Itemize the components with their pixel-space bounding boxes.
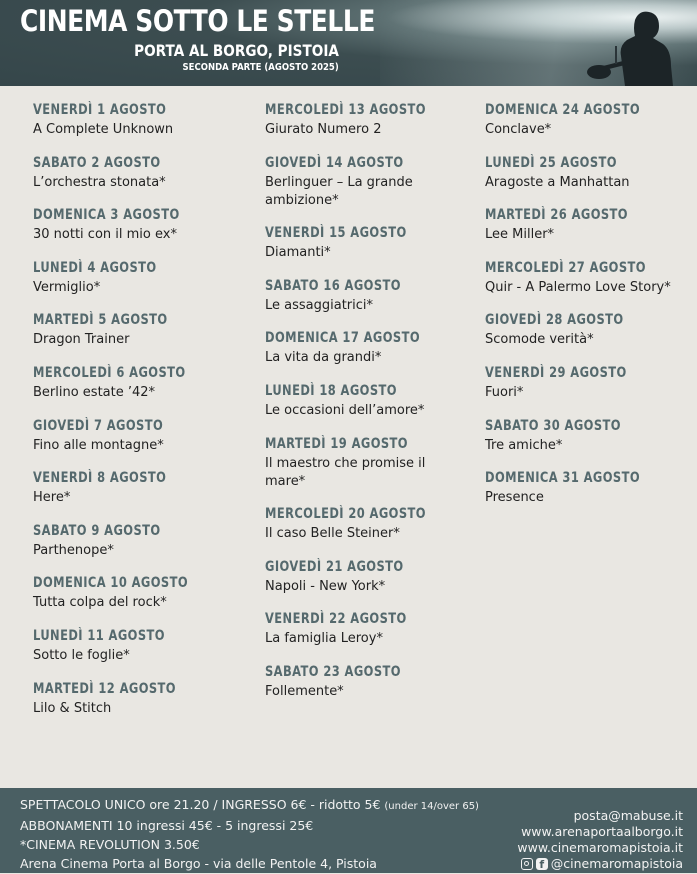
- film-title: Lilo & Stitch: [33, 700, 112, 716]
- screening-date: DOMENICA 24 AGOSTO: [485, 102, 641, 118]
- header-banner: [0, 0, 697, 86]
- schedule-entry: [265, 506, 461, 543]
- schedule-entry: [33, 523, 189, 560]
- schedule-entry: [485, 260, 681, 297]
- film-title: Sotto le foglie*: [33, 648, 130, 663]
- social-handle[interactable]: f @cinemaromapistoia: [521, 856, 683, 872]
- film-title-continued: ambizione*: [265, 192, 339, 208]
- schedule-entry: [265, 102, 461, 139]
- schedule-entry: [265, 155, 434, 210]
- contacts: [517, 808, 683, 874]
- screening-date: LUNEDÌ 18 AGOSTO: [265, 383, 397, 399]
- subscription-line: ABBONAMENTI 10 ingressi 45€ - 5 ingressi 25€: [20, 818, 314, 833]
- film-title: Tre amiche*: [485, 437, 563, 453]
- page-title: CINEMA SOTTO LE STELLE: [20, 4, 375, 38]
- schedule-entry: [485, 470, 674, 507]
- film-title: Vermiglio*: [33, 279, 101, 295]
- screening-date: GIOVEDÌ 7 AGOSTO: [33, 417, 164, 434]
- film-title: Napoli - New York*: [265, 578, 386, 594]
- screening-date: VENERDÌ 29 AGOSTO: [485, 365, 627, 381]
- screening-date: MERCOLEDÌ 20 AGOSTO: [265, 506, 426, 523]
- schedule-entry: [265, 383, 426, 420]
- film-title: Fuori*: [485, 385, 524, 400]
- screening-date: MERCOLEDÌ 13 AGOSTO: [265, 102, 426, 118]
- film-title: Presence: [485, 490, 544, 506]
- screening-date: DOMENICA 31 AGOSTO: [485, 470, 641, 487]
- schedule-entry: [265, 436, 439, 491]
- screening-date: DOMENICA 3 AGOSTO: [33, 207, 180, 224]
- film-title: Quir - A Palermo Love Story*: [485, 279, 671, 295]
- film-title: Aragoste a Manhattan: [485, 174, 630, 190]
- schedule-entry: [485, 207, 659, 244]
- instagram-icon[interactable]: [521, 858, 533, 870]
- screening-date: MARTEDÌ 19 AGOSTO: [265, 435, 408, 452]
- schedule-entry: [265, 664, 431, 701]
- schedule-entry: [485, 155, 646, 192]
- film-title: A Complete Unknown: [33, 122, 174, 137]
- film-title: 30 notti con il mio ex*: [33, 227, 177, 243]
- edition-label: SECONDA PARTE (AGOSTO 2025): [182, 62, 339, 73]
- guitarist-silhouette-icon: [555, 6, 675, 86]
- screening-date: MERCOLEDÌ 27 AGOSTO: [485, 259, 646, 276]
- screening-date: VENERDÌ 8 AGOSTO: [33, 470, 167, 487]
- website-link-cinema[interactable]: www.cinemaromapistoia.it: [517, 840, 683, 855]
- screening-date: LUNEDÌ 11 AGOSTO: [33, 628, 165, 644]
- schedule-entry: [33, 102, 196, 139]
- schedule-entry: [33, 628, 194, 665]
- film-title: La vita da grandi*: [265, 350, 382, 366]
- schedule-entry: [33, 260, 184, 297]
- schedule-entry: [33, 365, 219, 402]
- film-title: Dragon Trainer: [33, 332, 130, 348]
- screening-date: GIOVEDÌ 14 AGOSTO: [265, 154, 404, 171]
- film-title: Il caso Belle Steiner*: [265, 526, 400, 542]
- film-title-continued: mare*: [265, 473, 306, 489]
- email-link[interactable]: posta@mabuse.it: [573, 808, 683, 823]
- screening-date: SABATO 16 AGOSTO: [265, 277, 401, 294]
- screening-date: MERCOLEDÌ 6 AGOSTO: [33, 365, 186, 381]
- schedule-entry: [33, 155, 189, 192]
- schedule-entry: [33, 681, 207, 718]
- address-line: Arena Cinema Porta al Borgo - via delle Pentole 4, Pistoia: [20, 856, 377, 871]
- schedule-entry: [265, 278, 431, 315]
- screening-date: MARTEDÌ 12 AGOSTO: [33, 680, 176, 697]
- schedule-entry: [485, 365, 658, 402]
- schedule-entry: [265, 611, 438, 648]
- film-title: Fino alle montagne*: [33, 437, 164, 453]
- schedule-entry: [33, 312, 197, 349]
- screening-date: DOMENICA 17 AGOSTO: [265, 330, 421, 347]
- screening-date: VENERDÌ 1 AGOSTO: [33, 102, 167, 118]
- screening-date: MARTEDÌ 5 AGOSTO: [33, 312, 168, 329]
- screening-date: SABATO 23 AGOSTO: [265, 664, 401, 680]
- schedule-entry: [265, 330, 454, 367]
- film-title: Berlino estate ’42*: [33, 385, 156, 400]
- film-title: Diamanti*: [265, 245, 331, 261]
- screening-date: GIOVEDÌ 21 AGOSTO: [265, 558, 404, 575]
- footer-info: [0, 788, 697, 873]
- screening-date: DOMENICA 10 AGOSTO: [33, 575, 189, 592]
- screening-date: LUNEDÌ 25 AGOSTO: [485, 154, 617, 171]
- screening-date: VENERDÌ 15 AGOSTO: [265, 225, 407, 242]
- showtime-line: SPETTACOLO UNICO ore 21.20 / INGRESSO 6€ - ridotto 5€ (under 14/over 65): [20, 797, 479, 812]
- film-title: La famiglia Leroy*: [265, 631, 383, 647]
- film-title: Parthenope*: [33, 542, 114, 558]
- cinema-revolution-line: *CINEMA REVOLUTION 3.50€: [20, 837, 200, 852]
- film-title: Follemente*: [265, 684, 344, 699]
- schedule-entry: [33, 207, 212, 244]
- film-title: Il maestro che promise il: [265, 455, 426, 471]
- screening-date: GIOVEDÌ 28 AGOSTO: [485, 312, 624, 329]
- location-subtitle: PORTA AL BORGO, PISTOIA: [134, 41, 339, 60]
- film-title: Berlinguer – La grande: [265, 174, 413, 190]
- schedule-entry: [33, 418, 192, 455]
- schedule-entry: [265, 225, 438, 262]
- screening-date: VENERDÌ 22 AGOSTO: [265, 611, 407, 628]
- schedule-entry: [485, 102, 674, 139]
- pricing-info: [20, 795, 479, 873]
- facebook-icon[interactable]: f: [536, 858, 548, 870]
- schedule-entry: [33, 470, 196, 507]
- film-title: Conclave*: [485, 122, 552, 137]
- schedule-entry: [33, 575, 222, 612]
- film-title: Giurato Numero 2: [265, 122, 382, 137]
- schedule-entry: [485, 312, 654, 349]
- film-title: Tutta colpa del rock*: [33, 595, 167, 611]
- screening-date: MARTEDÌ 26 AGOSTO: [485, 207, 628, 224]
- screening-date: LUNEDÌ 4 AGOSTO: [33, 259, 157, 276]
- film-title: Lee Miller*: [485, 227, 555, 243]
- schedule-entry: [485, 418, 651, 455]
- film-title: Here*: [33, 490, 71, 506]
- film-title: Le occasioni dell’amore*: [265, 403, 425, 418]
- film-title: Scomode verità*: [485, 332, 594, 348]
- film-title: Le assaggiatrici*: [265, 297, 374, 313]
- screening-date: SABATO 30 AGOSTO: [485, 417, 621, 434]
- film-title: L’orchestra stonata*: [33, 174, 166, 190]
- screening-date: SABATO 9 AGOSTO: [33, 522, 161, 539]
- screening-date: SABATO 2 AGOSTO: [33, 154, 161, 171]
- website-link-arena[interactable]: www.arenaportaalborgo.it: [521, 824, 683, 839]
- schedule-entry: [265, 559, 434, 596]
